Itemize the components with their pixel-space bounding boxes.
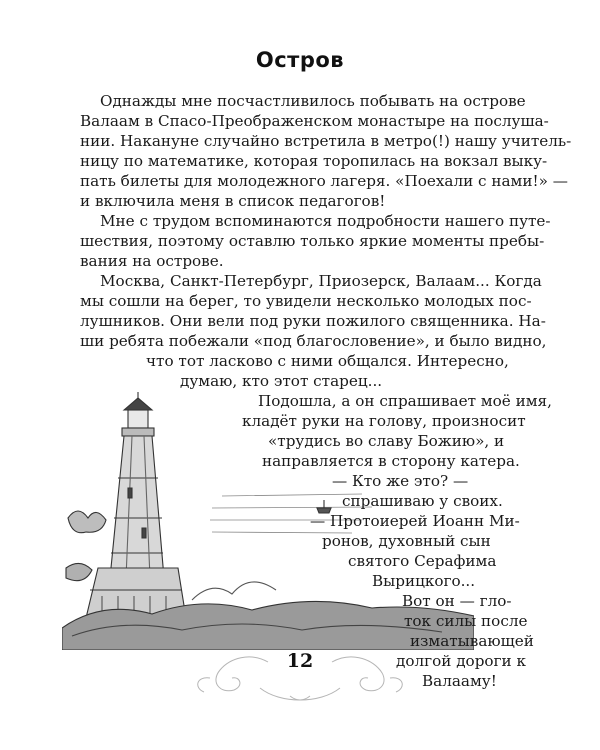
- text-line: пать билеты для молодежного лагеря. «Поехали с нами!» —: [80, 172, 568, 190]
- text-line: ронов, духовный сын: [322, 532, 491, 550]
- text-line: Подошла, а он спрашивает моё имя,: [258, 392, 552, 410]
- text-line: лушников. Они вели под руки пожилого священника. На-: [80, 312, 546, 330]
- text-line: Однажды мне посчастливилось побывать на острове: [100, 92, 526, 110]
- text-line: Москва, Санкт-Петербург, Приозерск, Валаам... Когда: [100, 272, 542, 290]
- text-line: Вот он — гло-: [402, 592, 512, 610]
- text-line: Валаам в Спасо-Преображенском монастыре на послуша-: [80, 112, 549, 130]
- text-line: думаю, кто этот старец...: [180, 372, 383, 390]
- text-line: спрашиваю у своих.: [342, 492, 503, 510]
- text-line: «трудись во славу Божию», и: [268, 432, 505, 450]
- text-line: святого Серафима: [348, 552, 497, 570]
- text-line: Вырицкого...: [372, 572, 476, 590]
- text-line: нии. Накануне случайно встретила в метро(!) нашу учитель-: [80, 132, 572, 150]
- page-number: 12: [286, 650, 314, 672]
- text-line: ток силы после: [404, 612, 528, 630]
- text-line: мы сошли на берег, то увидели несколько молодых пос-: [80, 292, 532, 310]
- text-line: что тот ласково с ними общался. Интересно,: [146, 352, 509, 370]
- text-line: изматывающей: [410, 632, 534, 650]
- text-line: ши ребята побежали «под благословение», и было видно,: [80, 332, 547, 350]
- text-line: Мне с трудом вспоминаются подробности нашего путе-: [100, 212, 551, 230]
- text-line: шествия, поэтому оставлю только яркие моменты пребы-: [80, 232, 545, 250]
- text-line: долгой дороги к: [396, 652, 526, 670]
- text-line: Валааму!: [422, 672, 497, 690]
- text-line: ницу по математике, которая торопилась на вокзал выку-: [80, 152, 548, 170]
- text-line: направляется в сторону катера.: [262, 452, 520, 470]
- text-line: и включила меня в список педагогов!: [80, 192, 386, 210]
- page-title: Остров: [255, 48, 345, 72]
- text-line: — Протоиерей Иоанн Ми-: [310, 512, 520, 530]
- text-line: — Кто же это? —: [332, 472, 469, 490]
- text-line: вания на острове.: [80, 252, 224, 270]
- text-line: кладёт руки на голову, произносит: [242, 412, 526, 430]
